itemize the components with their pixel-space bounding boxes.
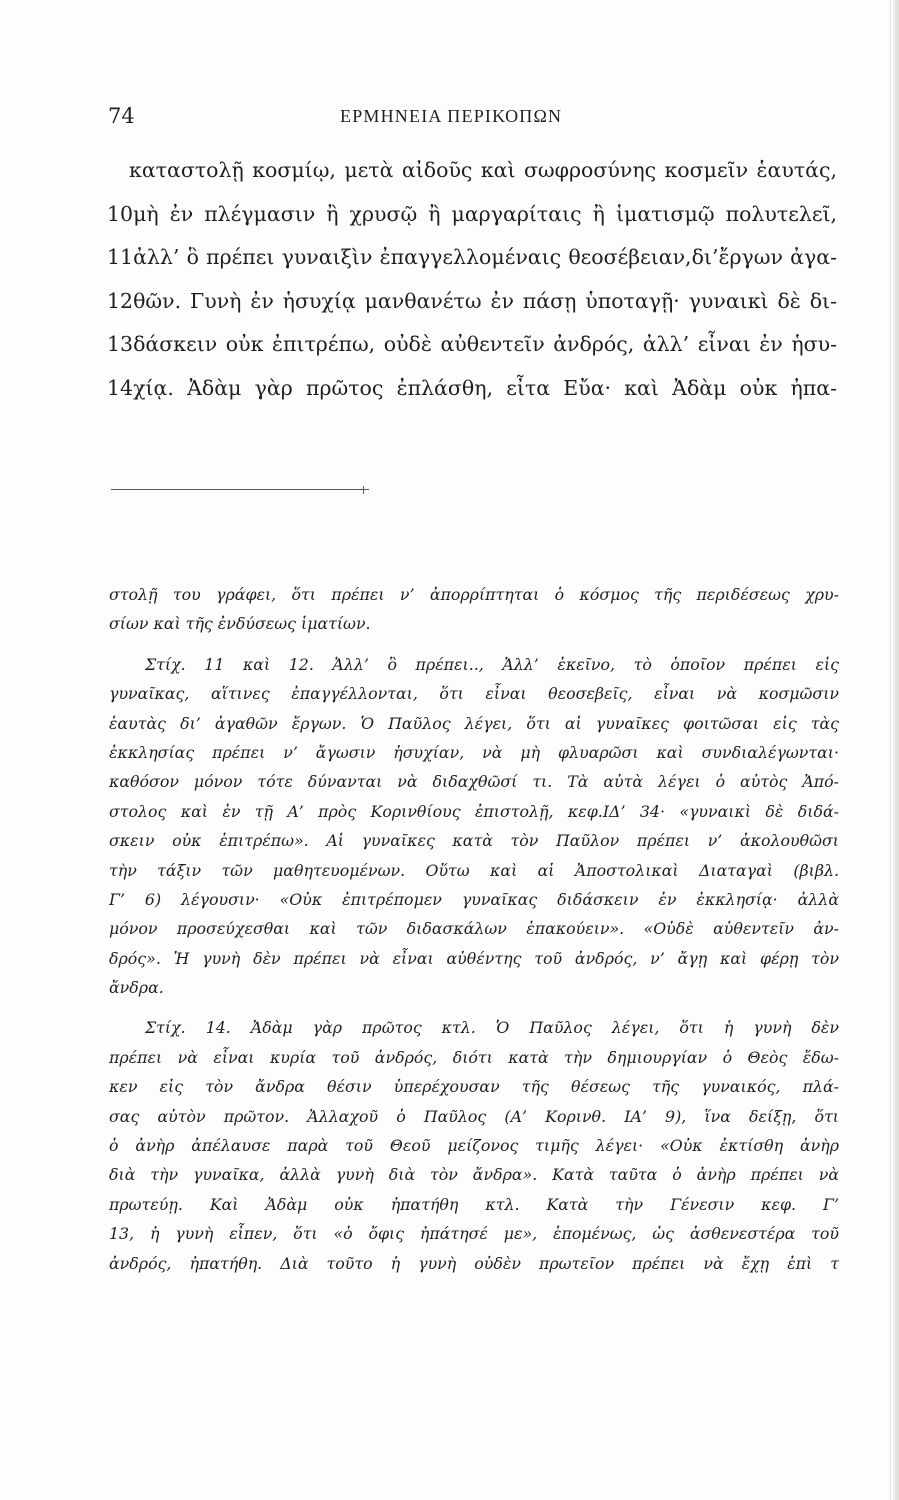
- verse-number: 14: [107, 375, 134, 400]
- verse-number: 12: [107, 288, 134, 313]
- commentary-line: μόνον προσεύχεσθαι καὶ τῶν διδασκάλων ἐπακούειν». «Οὐδὲ αὐθεντεῖν ἀν-: [109, 919, 839, 939]
- page-edge-shadow: [893, 0, 899, 1500]
- commentary-line: πρωτεύῃ. Καὶ Ἀδὰμ οὐκ ἠπατήθη κτλ. Κατὰ τὴν Γένεσιν κεφ. Γ’: [109, 1194, 839, 1214]
- commentary-line: Στίχ. 11 καὶ 12. Ἀλλ’ ὃ πρέπει.., Ἀλλ’ ἐκεῖνο, τὸ ὁποῖον πρέπει εἰς: [145, 654, 839, 674]
- scripture-text: [107, 149, 837, 410]
- scripture-line-text: μὴ ἐν πλέγμασιν ἢ χρυσῷ ἢ μαργαρίταις ἢ ἱματισμῷ πολυτελεῖ,: [133, 201, 837, 226]
- scripture-line: [107, 236, 837, 280]
- commentary-line: ἀνδρός, ἠπατήθη. Διὰ τοῦτο ἡ γυνὴ οὐδὲν πρωτεῖον πρέπει νὰ ἔχῃ ἐπὶ τ: [109, 1253, 839, 1273]
- page-number: 74: [108, 104, 135, 128]
- commentary-line: διὰ τὴν γυναῖκα, ἀλλὰ γυνὴ διὰ τὸν ἄνδρα». Κατὰ ταῦτα ὁ ἀνὴρ πρέπει νὰ: [109, 1165, 839, 1185]
- commentary-line: ὁ ἀνὴρ ἀπέλαυσε παρὰ τοῦ Θεοῦ μείζονος τιμῆς λέγει· «Οὐκ ἐκτίσθη ἀνὴρ: [109, 1136, 839, 1156]
- commentary-line: Γ’ 6) λέγουσιν· «Οὐκ ἐπιτρέπομεν γυναῖκας διδάσκειν ἐν ἐκκλησίᾳ· ἀλλὰ: [109, 889, 839, 909]
- commentary-line: γυναῖκας, αἵτινες ἐπαγγέλλονται, ὅτι εἶναι θεοσεβεῖς, εἶναι νὰ κοσμῶσιν: [109, 684, 839, 704]
- commentary-text: [109, 580, 839, 1278]
- commentary-line: ἑαυτὰς δι’ ἀγαθῶν ἔργων. Ὁ Παῦλος λέγει, ὅτι αἱ γυναῖκες φοιτῶσαι εἰς τὰς: [109, 713, 839, 733]
- commentary-line: στολῇ του γράφει, ὅτι πρέπει ν’ ἀπορρίπτηται ὁ κόσμος τῆς περιδέσεως χρυ-: [109, 585, 839, 604]
- scripture-line-text: ἀλλ’ ὃ πρέπει γυναιξὶν ἐπαγγελλομέναις θεοσέβειαν,δι’ἔργων ἀγα-: [133, 245, 837, 269]
- commentary-line: ἄνδρα.: [109, 978, 164, 998]
- scripture-line-text: καταστολῇ κοσμίῳ, μετὰ αἰδοῦς καὶ σωφροσύνης κοσμεῖν ἑαυτάς,: [129, 158, 837, 182]
- commentary-line: σίων καὶ τῆς ἐνδύσεως ἱματίων.: [109, 614, 371, 634]
- verse-number: 10: [107, 201, 134, 226]
- commentary-line: στολος καὶ ἐν τῇ Α’ πρὸς Κορινθίους ἐπιστολῇ, κεφ.ΙΔ’ 34· «γυναικὶ δὲ διδά-: [109, 801, 839, 821]
- footnote-separator-rule: [111, 489, 369, 490]
- scripture-line: [107, 149, 837, 193]
- scripture-line: [107, 280, 837, 324]
- scripture-line-text: χίᾳ. Ἀδὰμ γὰρ πρῶτος ἐπλάσθη, εἶτα Εὔα· καὶ Ἀδὰμ οὐκ ἠπα-: [133, 375, 837, 400]
- scripture-line: [107, 367, 837, 411]
- footnote-separator-tick: [363, 486, 364, 494]
- commentary-line: Στίχ. 14. Ἀδὰμ γὰρ πρῶτος κτλ. Ὁ Παῦλος λέγει, ὅτι ἡ γυνὴ δὲν: [145, 1018, 839, 1038]
- verse-number: 11: [107, 245, 134, 269]
- scripture-line: [107, 323, 837, 367]
- commentary-line: σας αὐτὸν πρῶτον. Ἀλλαχοῦ ὁ Παῦλος (Α’ Κορινθ. ΙΑ’ 9), ἵνα δείξῃ, ὅτι: [109, 1106, 839, 1126]
- commentary-line: κεν εἰς τὸν ἄνδρα θέσιν ὑπερέχουσαν τῆς θέσεως τῆς γυναικός, πλά-: [109, 1077, 839, 1097]
- commentary-line: 13, ἡ γυνὴ εἶπεν, ὅτι «ὁ ὄφις ἠπάτησέ με», ἑπομένως, ὡς ἀσθενεστέρα τοῦ: [109, 1224, 839, 1244]
- scripture-line-text: δάσκειν οὐκ ἐπιτρέπω, οὐδὲ αὐθεντεῖν ἀνδρός, ἀλλ’ εἶναι ἐν ἡσυ-: [133, 332, 837, 356]
- commentary-line: σκειν οὐκ ἐπιτρέπω». Αἱ γυναῖκες κατὰ τὸν Παῦλον πρέπει ν’ ἀκολουθῶσι: [109, 831, 839, 851]
- commentary-line: δρός». Ἡ γυνὴ δὲν πρέπει νὰ εἶναι αὐθέντης τοῦ ἀνδρός, ν’ ἄγῃ καὶ φέρῃ τὸν: [109, 948, 839, 968]
- commentary-line: πρέπει νὰ εἶναι κυρία τοῦ ἀνδρός, διότι κατὰ τὴν δημιουργίαν ὁ Θεὸς ἔδω-: [109, 1047, 839, 1067]
- verse-number: 13: [107, 332, 134, 356]
- running-head: ΕΡΜΗΝΕΙΑ ΠΕΡΙΚΟΠΩΝ: [340, 106, 563, 126]
- scripture-line: [107, 193, 837, 237]
- scripture-line-text: θῶν. Γυνὴ ἐν ἡσυχίᾳ μανθανέτω ἐν πάσῃ ὑποταγῇ· γυναικὶ δὲ δι-: [133, 288, 837, 313]
- page-gutter-line: [890, 0, 891, 1500]
- commentary-line: τὴν τάξιν τῶν μαθητευομένων. Οὕτω καὶ αἱ Ἀποστολικαὶ Διαταγαὶ (βιβλ.: [109, 860, 839, 880]
- commentary-line: καθόσον μόνον τότε δύνανται νὰ διδαχθῶσί τι. Τὰ αὐτὰ λέγει ὁ αὐτὸς Ἀπό-: [109, 772, 839, 792]
- commentary-line: ἐκκλησίας πρέπει ν’ ἄγωσιν ἡσυχίαν, νὰ μὴ φλυαρῶσι καὶ συνδιαλέγωνται·: [109, 742, 839, 762]
- page-header: [108, 104, 808, 134]
